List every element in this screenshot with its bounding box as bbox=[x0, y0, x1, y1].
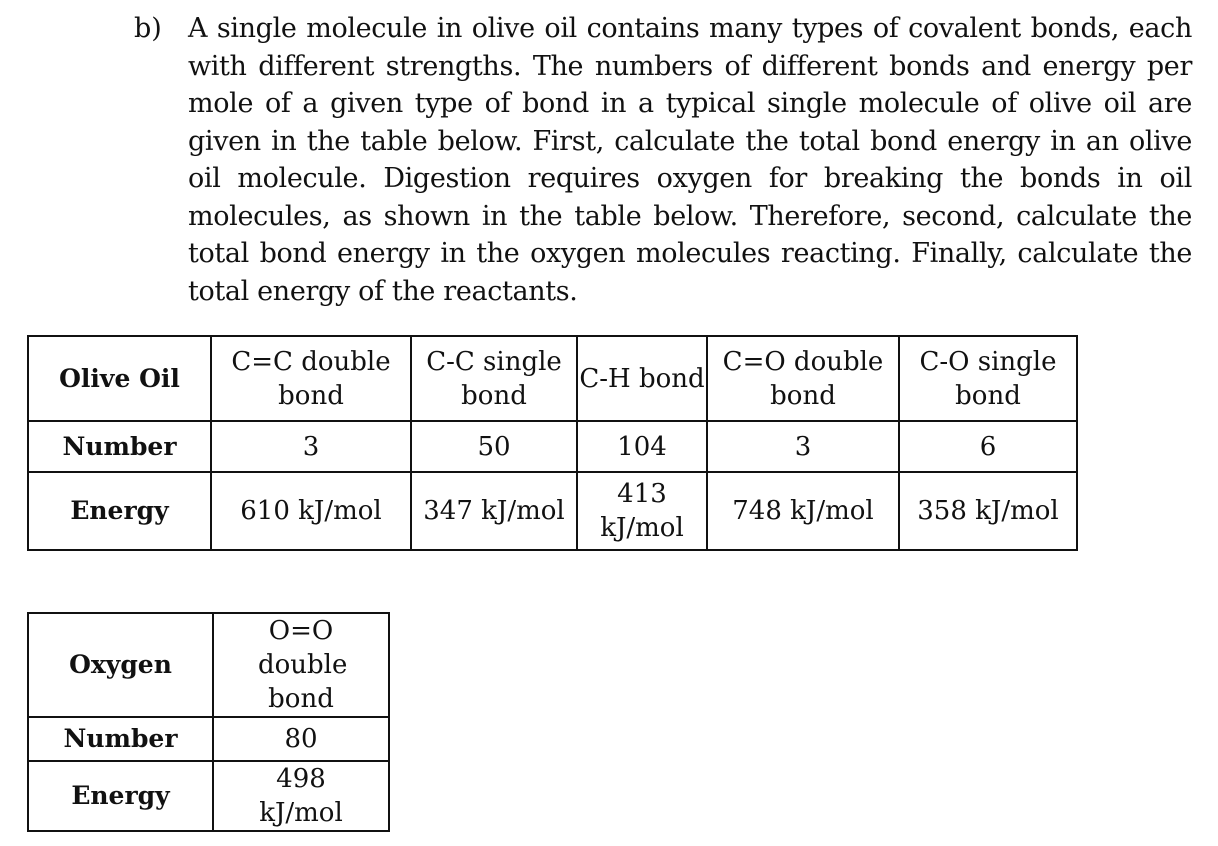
oo-number: 80 bbox=[213, 717, 389, 761]
ch-energy: 413 kJ/mol bbox=[577, 472, 707, 550]
cc-single-number: 50 bbox=[411, 421, 577, 472]
ch-number: 104 bbox=[577, 421, 707, 472]
olive-number-row bbox=[28, 421, 1077, 472]
oxygen-bond-table bbox=[27, 612, 390, 832]
question-text: A single molecule in olive oil contains many types of covalent bonds, each with different strengths. The numbers of different bonds and energy per mole of a given type of bond in a typical single molecule of olive oil are given in the table below. First, calculate the total bond energy in an olive oil molecule. Digestion requires oxygen for breaking the bonds in oil molecules, as shown in the table below. Therefore, second, calculate the total bond energy in the oxygen molecules reacting. Finally, calculate the total energy of the reactants. bbox=[188, 13, 1192, 307]
cc-double-energy: 610 kJ/mol bbox=[211, 472, 411, 550]
co-double-bond-heading: C=O double bond bbox=[707, 336, 899, 421]
oxygen-energy-row bbox=[28, 761, 389, 831]
co-double-energy: 748 kJ/mol bbox=[707, 472, 899, 550]
cc-double-bond-heading: C=C double bond bbox=[211, 336, 411, 421]
oo-energy: 498 kJ/mol bbox=[213, 761, 389, 831]
oxygen-header-row bbox=[28, 613, 389, 717]
co-single-energy: 358 kJ/mol bbox=[899, 472, 1077, 550]
oo-double-bond-heading: O=O double bond bbox=[213, 613, 389, 717]
oxygen-heading: Oxygen bbox=[28, 613, 213, 717]
cc-double-number: 3 bbox=[211, 421, 411, 472]
question-label: b) bbox=[134, 13, 162, 44]
olive-header-row bbox=[28, 336, 1077, 421]
co-single-number: 6 bbox=[899, 421, 1077, 472]
olive-oil-heading: Olive Oil bbox=[28, 336, 211, 421]
energy-row-heading: Energy bbox=[28, 472, 211, 550]
oxygen-number-heading: Number bbox=[28, 717, 213, 761]
co-single-bond-heading: C-O single bond bbox=[899, 336, 1077, 421]
olive-energy-row bbox=[28, 472, 1077, 550]
co-double-number: 3 bbox=[707, 421, 899, 472]
cc-single-energy: 347 kJ/mol bbox=[411, 472, 577, 550]
ch-bond-heading: C-H bond bbox=[577, 336, 707, 421]
oxygen-energy-heading: Energy bbox=[28, 761, 213, 831]
oxygen-number-row bbox=[28, 717, 389, 761]
number-row-heading: Number bbox=[28, 421, 211, 472]
olive-oil-bond-table bbox=[27, 335, 1078, 551]
cc-single-bond-heading: C-C single bond bbox=[411, 336, 577, 421]
